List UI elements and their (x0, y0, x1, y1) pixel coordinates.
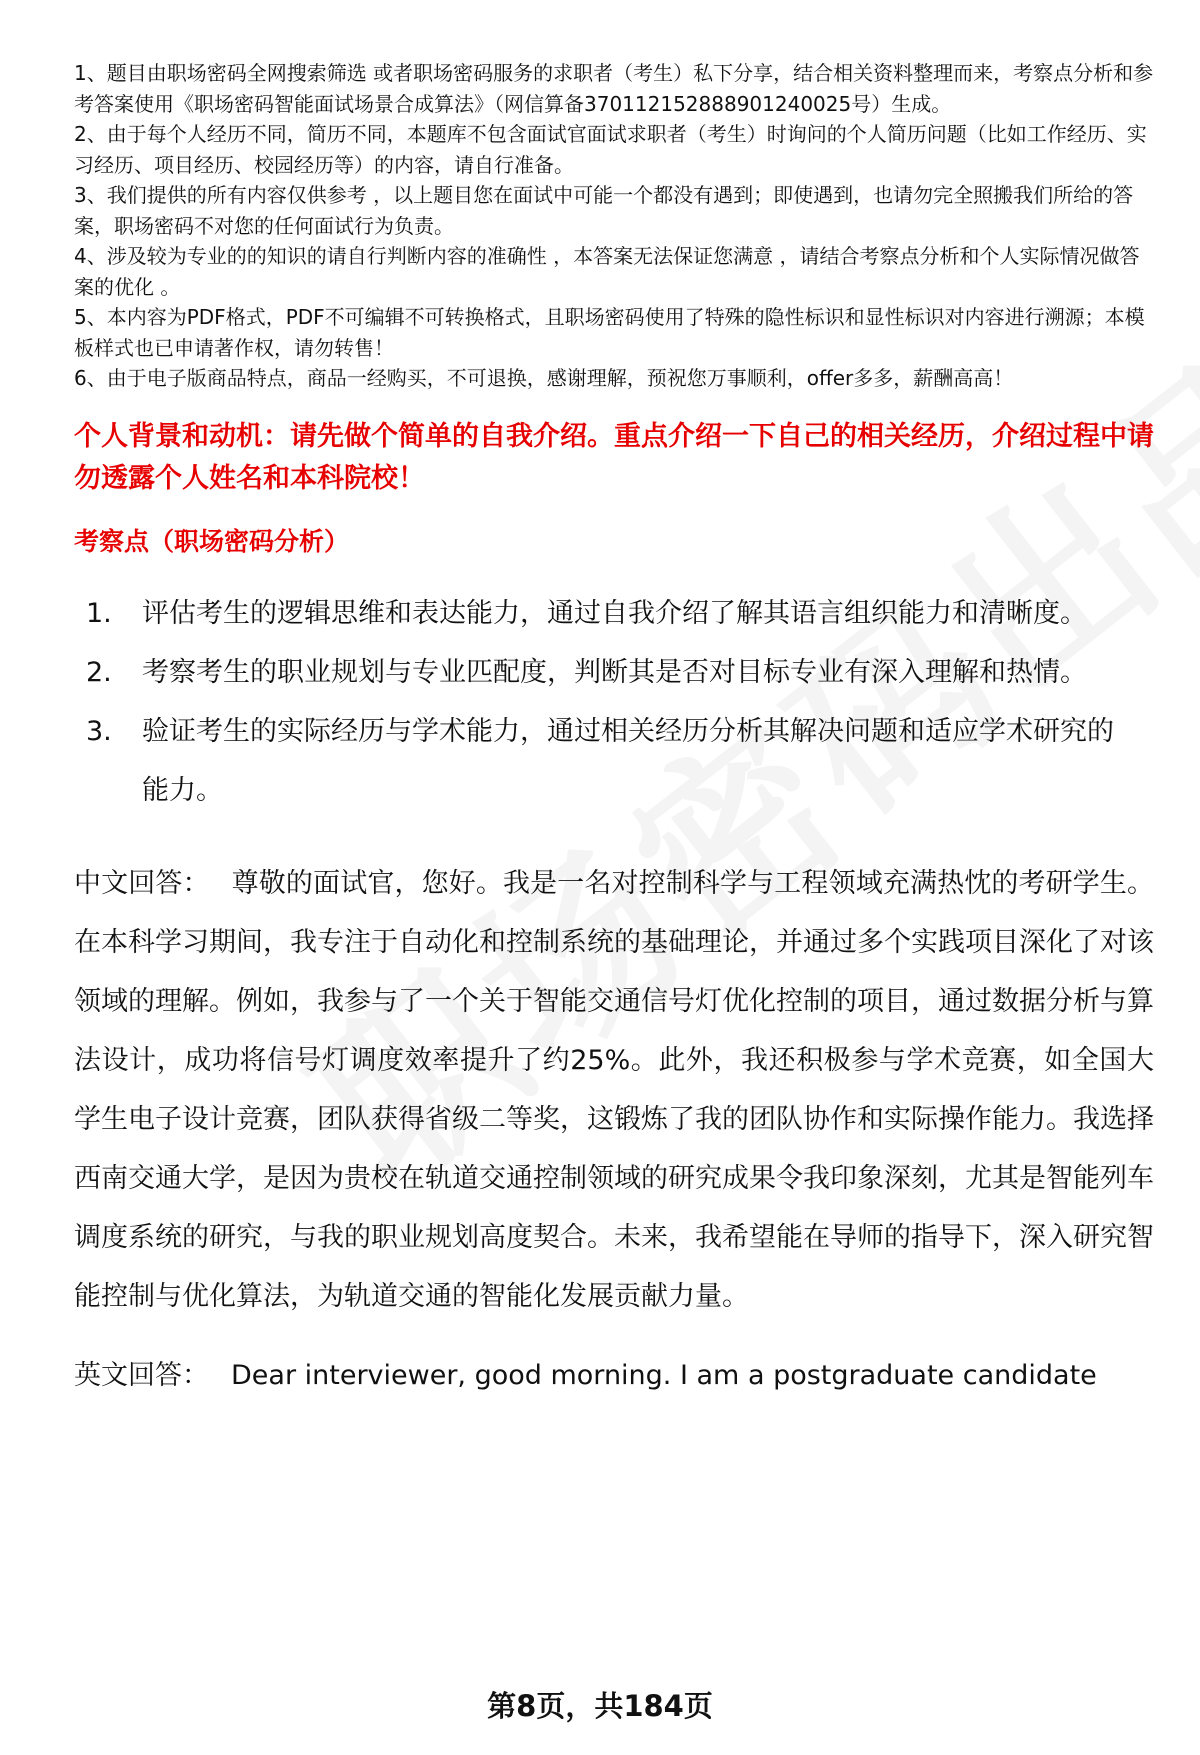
point-text: 考察考生的职业规划与专业匹配度，判断其是否对目标专业有深入理解和热情。 (142, 656, 1087, 688)
english-answer (74, 1356, 1154, 1396)
analysis-title: 考察点（职场密码分析） (74, 526, 350, 556)
analysis-point-3 (74, 702, 1154, 820)
chinese-answer (74, 854, 1154, 1326)
notice-item-3: 3、我们提供的所有内容仅供参考 ，以上题目您在面试中可能一个都没有遇到；即使遇到，也请勿完全照搬我们所给的答案，职场密码不对您的任何面试行为负责。 (74, 183, 1134, 238)
notice-item-2: 2、由于每个人经历不同，简历不同，本题库不包含面试官面试求职者（考生）时询问的个人简历问题（比如工作经历、实习经历、项目经历、校园经历等）的内容，请自行准备。 (74, 122, 1147, 177)
chinese-answer-text: 尊敬的面试官，您好。我是一名对控制科学与工程领域充满热忱的考研学生。在本科学习期间，我专注于自动化和控制系统的基础理论，并通过多个实践项目深化了对该领域的理解。例如，我参与了一个关于智能交通信号灯优化控制的项目，通过数据分析与算法设计，成功将信号灯调度效率提升了约25%。此外，我还积极参与学术竞赛，如全国大学生电子设计竞赛，团队获得省级二等奖，这锻炼了我的团队协作和实际操作能力。我选择西南交通大学，是因为贵校在轨道交通控制领域的研究成果令我印象深刻，尤其是智能列车调度系统的研究，与我的职业规划高度契合。未来，我希望能在导师的指导下，深入研究智能控制与优化算法，为轨道交通的智能化发展贡献力量。 (74, 867, 1155, 1312)
notice-item-1: 1、题目由职场密码全网搜索筛选 或者职场密码服务的求职者（考生）私下分享，结合相关资料整理而来，考察点分析和参考答案使用《职场密码智能面试场景合成算法》（网信算备370112152888901240025号）生成。 (74, 61, 1154, 116)
notice-item-6: 6、由于电子版商品特点，商品一经购买，不可退换，感谢理解，预祝您万事顺利，offer多多，薪酬高高！ (74, 366, 1014, 390)
point-number: 1. (86, 597, 112, 629)
question-heading: 个人背景和动机：请先做个简单的自我介绍。重点介绍一下自己的相关经历，介绍过程中请勿透露个人姓名和本科院校！ (74, 420, 1154, 494)
chinese-answer-label: 中文回答： (74, 867, 210, 899)
point-number: 2. (86, 656, 112, 688)
english-answer-label: 英文回答： (74, 1359, 209, 1391)
notice-block (74, 58, 1154, 394)
analysis-point-1 (74, 584, 1154, 643)
document-page (74, 58, 1154, 1396)
point-text: 评估考生的逻辑思维和表达能力，通过自我介绍了解其语言组织能力和清晰度。 (142, 597, 1087, 629)
analysis-points (74, 584, 1154, 820)
page-footer: 第8页，共184页 (487, 1689, 713, 1723)
point-number: 3. (86, 715, 112, 747)
notice-item-5: 5、本内容为PDF格式，PDF不可编辑不可转换格式，且职场密码使用了特殊的隐性标识和显性标识对内容进行溯源；本模板样式也已申请著作权，请勿转售！ (74, 305, 1145, 360)
notice-item-4: 4、涉及较为专业的的知识的请自行判断内容的准确性 ，本答案无法保证您满意 ，请结合考察点分析和个人实际情况做答案的优化 。 (74, 244, 1140, 299)
point-text: 验证考生的实际经历与学术能力，通过相关经历分析其解决问题和适应学术研究的能力。 (142, 715, 1114, 806)
analysis-point-2 (74, 643, 1154, 702)
english-answer-text: Dear interviewer, good morning. I am a postgraduate candidate (231, 1359, 1097, 1391)
